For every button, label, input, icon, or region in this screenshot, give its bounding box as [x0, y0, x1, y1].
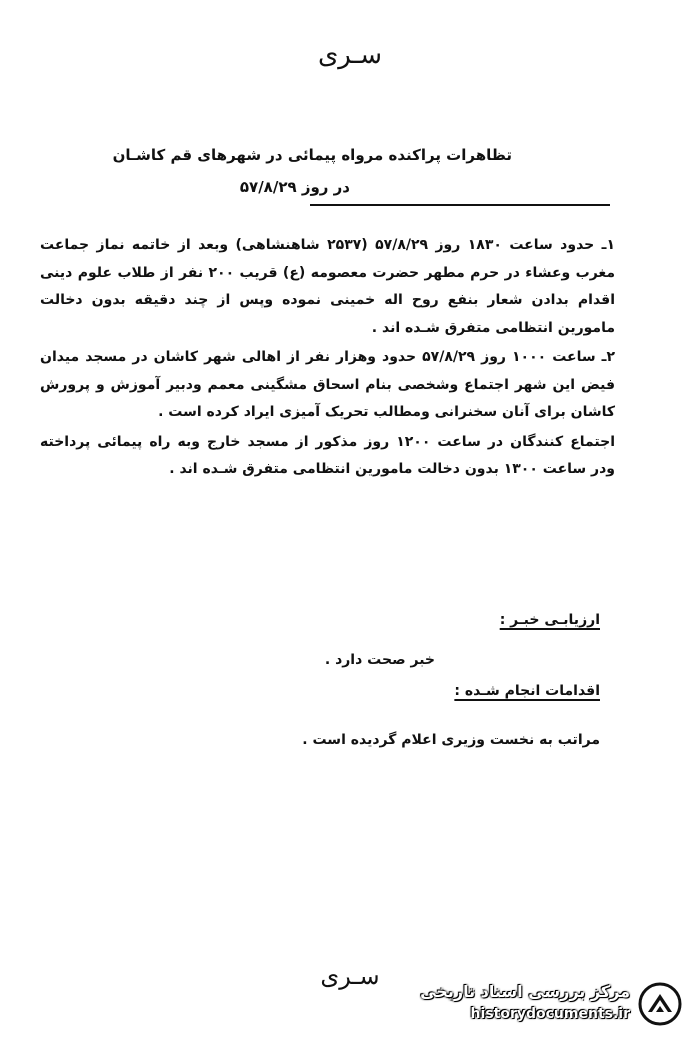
evaluation-label: ارزیابـی خبـر :	[499, 612, 600, 628]
evaluation-text: خبر صحت دارد .	[324, 652, 435, 668]
classification-stamp-bottom: سـری	[320, 962, 380, 990]
watermark-name: مرکز بررسی اسناد تاریخی	[420, 982, 630, 1001]
actions-text: مراتب به نخست وزیری اعلام گردیده است .	[302, 732, 600, 748]
document-title: تظاهرات پراکنده مرواه پیمائی در شهرهای قم کاشـان	[112, 146, 512, 164]
watermark-url: historydocuments.ir	[470, 1006, 630, 1022]
watermark	[392, 978, 692, 1034]
paragraph-3: اجتماع کنندگان در ساعت ۱۲۰۰ روز مذکور از مسجد خارج وبه راه پیمائی پرداخته ودر ساعت ۱۳۰۰ بدون دخالت مامورین انتظامی متفرق شـده اند .	[40, 433, 616, 477]
document-date: در روز ۵۷/۸/۲۹	[239, 178, 350, 196]
actions-label: اقدامات انجام شـده :	[454, 683, 600, 699]
title-underline	[310, 204, 610, 206]
paragraph-1: ۱ـ حدود ساعت ۱۸۳۰ روز ۵۷/۸/۲۹ (۲۵۳۷ شاهنشاهی) وبعد از خاتمه نماز جماعت مغرب وعشاء در حرم مطهر حضرت معصومه (ع) قریب ۲۰۰ نفر از طلاب علوم دینی اقدام بدادن شعار بنفع روح اله خمینی نموده وپس از چند دقیقه بدون دخالت مامورین انتظامی متفرق شـده اند .	[40, 237, 615, 336]
paragraph-2: ۲ـ ساعت ۱۰۰۰ روز ۵۷/۸/۲۹ حدود وهزار نفر از اهالی شهر کاشان در مسجد میدان فیض این شهر اجتماع وشخصی بنام اسحاق مشگینی معمم ودبیر آموزش و پرورش کاشان برای آنان سخنرانی ومطالب تحریک آمیزی ایراد کرده است .	[40, 349, 615, 420]
classification-stamp-top: سـری	[317, 40, 383, 70]
document-body	[40, 232, 615, 486]
archive-logo-icon	[638, 982, 682, 1026]
